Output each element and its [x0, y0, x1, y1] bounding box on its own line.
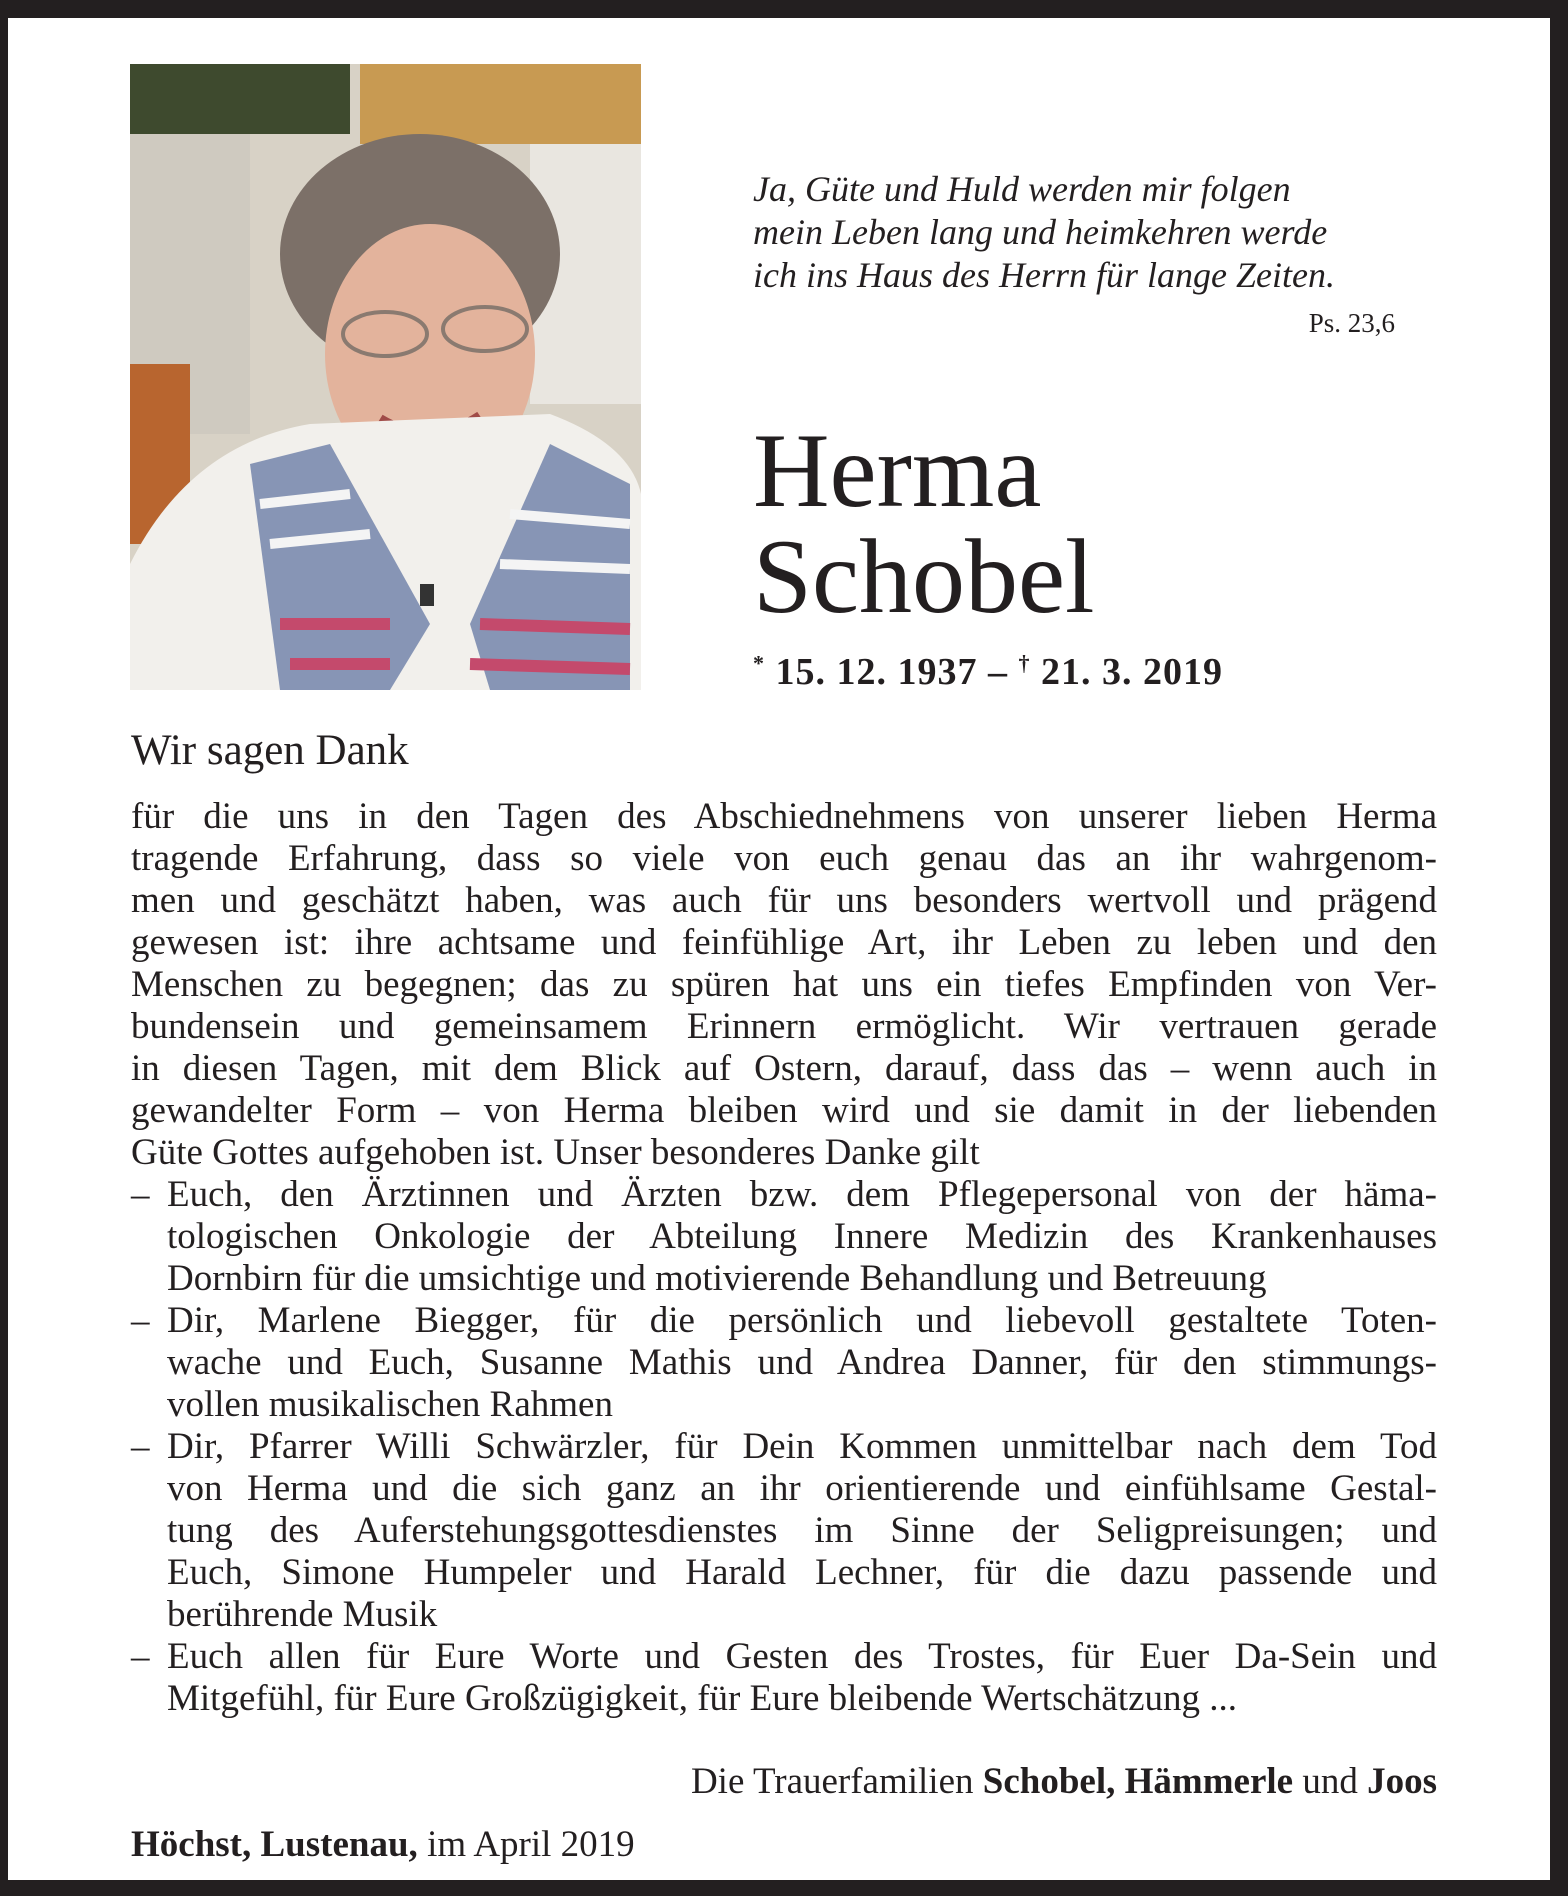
date-separator: –: [977, 651, 1019, 693]
portrait-photo: [130, 64, 641, 690]
text-line: Dir, Marlene Biegger, für die persönlich und liebevoll gestaltete Toten-: [167, 1300, 1437, 1341]
text-line: men und geschätzt haben, was auch für uns besonders wertvoll und prägend: [131, 880, 1437, 921]
place-date: [131, 1823, 635, 1866]
quote-line: Ja, Güte und Huld werden mir folgen: [753, 169, 1291, 209]
text-line: für die uns in den Tagen des Abschiednehmens von unserer lieben Herma: [131, 796, 1437, 837]
text-line: Güte Gottes aufgehoben ist. Unser besonderes Danke gilt: [131, 1132, 980, 1173]
list-item: [131, 1174, 1437, 1300]
text-line: Menschen zu begegnen; das zu spüren hat uns ein tiefes Empfinden von Ver-: [131, 964, 1437, 1005]
text-line: Dir, Pfarrer Willi Schwärzler, für Dein Kommen unmittelbar nach dem Tod: [167, 1426, 1437, 1467]
text-line: Mitgefühl, für Eure Großzügigkeit, für Eure bleibende Wertschätzung ...: [167, 1678, 1238, 1719]
quote-reference: Ps. 23,6: [1308, 308, 1395, 338]
obituary-page: [8, 18, 1550, 1880]
text-line: Euch, den Ärztinnen und Ärzten bzw. dem Pflegepersonal von der häma-: [167, 1174, 1437, 1215]
life-dates: [753, 650, 1223, 694]
text-line: in diesen Tagen, mit dem Blick auf Ostern, darauf, dass das – wenn auch in: [131, 1048, 1437, 1089]
last-name: Schobel: [753, 518, 1095, 635]
text-line: tragende Erfahrung, dass so viele von euch genau das an ihr wahrgenom-: [131, 838, 1437, 879]
intro-paragraph: [131, 796, 1437, 1174]
last-family-name: Joos: [1367, 1761, 1437, 1802]
month-year: im April 2019: [417, 1824, 635, 1865]
text-line: berührende Musik: [167, 1594, 438, 1635]
text-line: Euch, Simone Humpeler und Harald Lechner, für die dazu passende und: [167, 1552, 1437, 1593]
text-line: wache und Euch, Susanne Mathis und Andrea Danner, für den stimmungs-: [167, 1342, 1437, 1383]
text-line: Dornbirn für die umsichtige und motivierende Behandlung und Betreuung: [167, 1258, 1267, 1299]
text-line: tologischen Onkologie der Abteilung Innere Medizin des Krankenhauses: [167, 1216, 1437, 1257]
thanks-heading: Wir sagen Dank: [131, 727, 409, 774]
first-name: Herma: [753, 412, 1042, 529]
birth-symbol: *: [753, 650, 765, 676]
death-date: 21. 3. 2019: [1041, 651, 1223, 693]
death-symbol: †: [1018, 650, 1031, 676]
quote-line: ich ins Haus des Herrn für lange Zeiten.: [753, 255, 1335, 295]
signature-prefix: Die Trauerfamilien: [690, 1761, 983, 1802]
psalm-quote: [753, 168, 1335, 297]
text-line: bundensein und gemeinsamem Erinnern ermöglicht. Wir vertrauen gerade: [131, 1006, 1437, 1047]
dash-marker: –: [131, 1174, 150, 1215]
list-item: [131, 1636, 1437, 1720]
text-line: gewandelter Form – von Herma bleiben wird und sie damit in der liebenden: [131, 1090, 1437, 1131]
dash-marker: –: [131, 1426, 150, 1467]
dash-marker: –: [131, 1300, 150, 1341]
text-line: gewesen ist: ihre achtsame und feinfühlige Art, ihr Leben zu leben und den: [131, 922, 1437, 963]
signature-conjunction: und: [1293, 1761, 1368, 1802]
text-line: Euch allen für Eure Worte und Gesten des Trostes, für Euer Da-Sein und: [167, 1636, 1437, 1677]
quote-line: mein Leben lang und heimkehren werde: [753, 212, 1328, 252]
text-line: tung des Auferstehungsgottesdienstes im Sinne der Seligpreisungen; und: [167, 1510, 1437, 1551]
towns: Höchst, Lustenau,: [131, 1824, 418, 1865]
family-names: Schobel, Hämmerle: [982, 1761, 1294, 1802]
list-item: [131, 1300, 1437, 1426]
signature: [691, 1760, 1437, 1803]
deceased-name: [753, 412, 1095, 635]
text-line: vollen musikalischen Rahmen: [167, 1384, 613, 1425]
dash-marker: –: [131, 1636, 150, 1677]
birth-date: 15. 12. 1937: [775, 651, 978, 693]
text-line: von Herma und die sich ganz an ihr orientierende und einfühlsame Gestal-: [167, 1468, 1437, 1509]
thanks-list: [131, 1174, 1437, 1720]
thanks-text: [131, 796, 1437, 1720]
list-item: [131, 1426, 1437, 1636]
